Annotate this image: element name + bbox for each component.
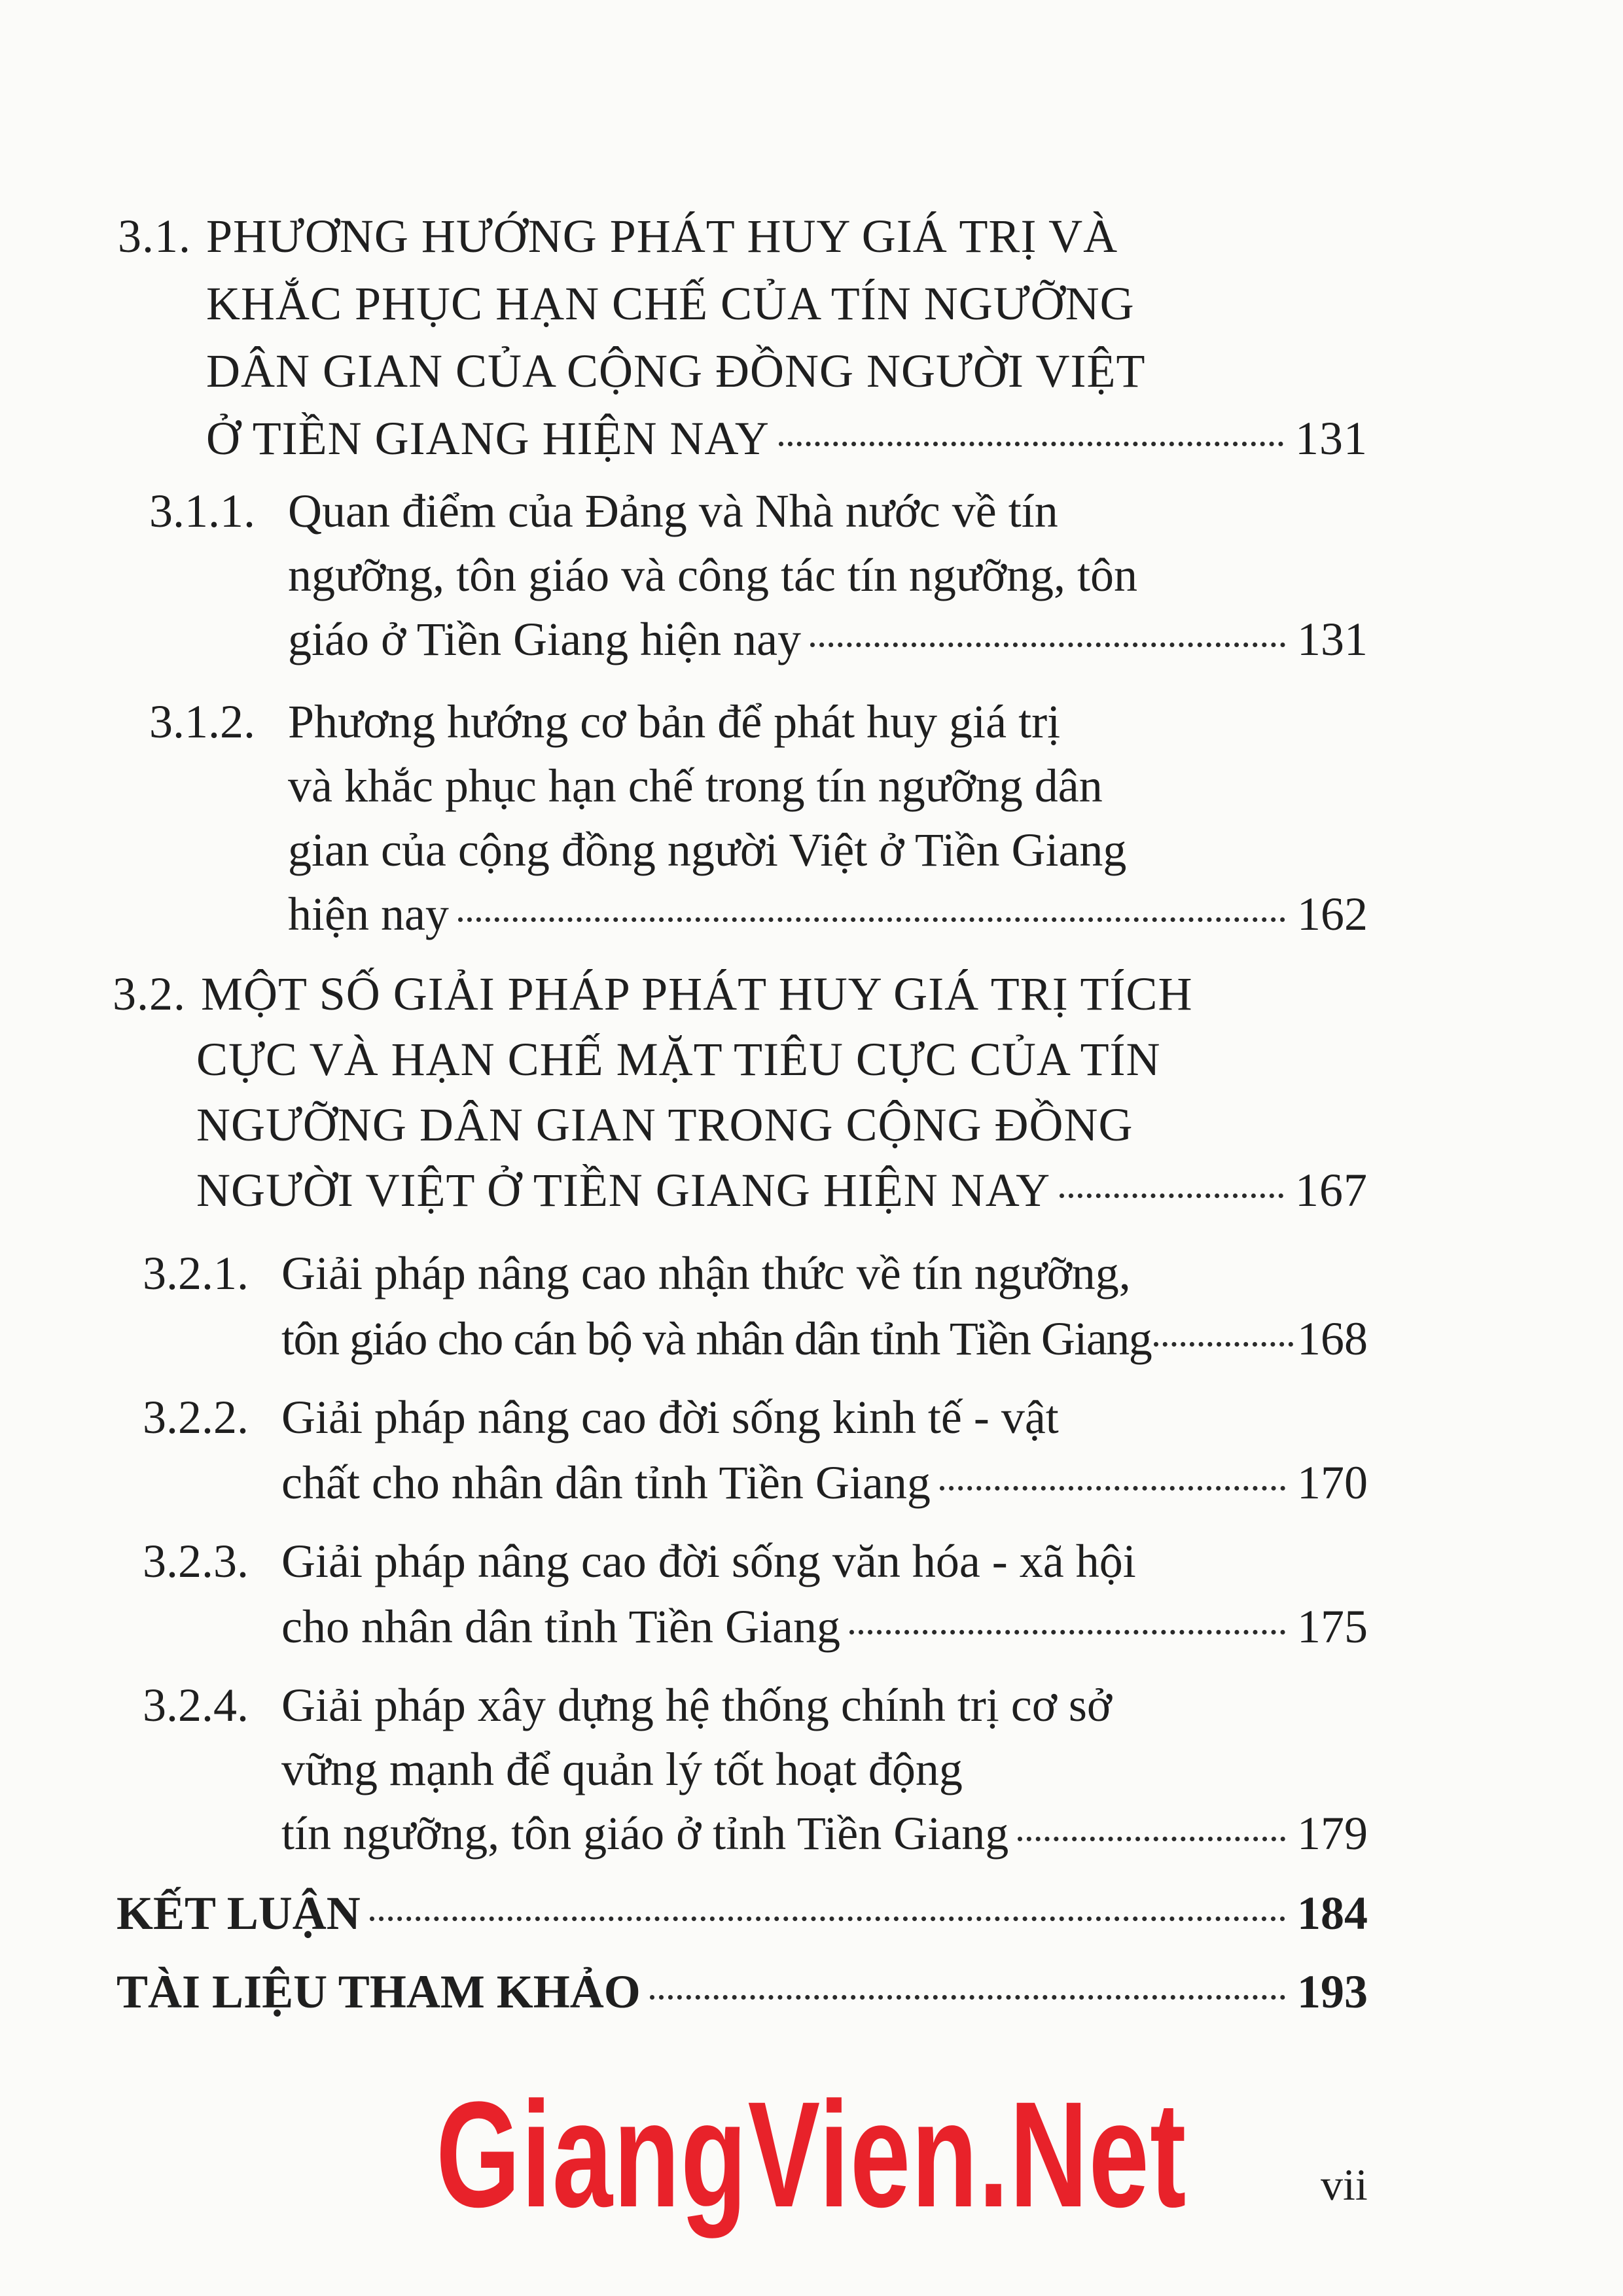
toc-entry-number: 3.2.	[113, 968, 186, 1020]
toc-entry-title-line: KHẮC PHỤC HẠN CHẾ CỦA TÍN NGƯỠNG	[206, 277, 1135, 330]
toc-page-number: 175	[1297, 1600, 1368, 1653]
toc-entry-title-line: ngưỡng, tôn giáo và công tác tín ngưỡng, tôn	[288, 549, 1138, 601]
toc-page-number: 184	[1297, 1887, 1368, 1939]
dot-leader	[370, 1916, 1285, 1921]
toc-entry-title-line: vững mạnh để quản lý tốt hoạt động	[281, 1743, 963, 1795]
toc-entry-number: 3.1.2.	[149, 696, 255, 748]
toc-entry-title-line: Giải pháp nâng cao nhận thức về tín ngưỡng,	[281, 1247, 1131, 1299]
toc-page-number: 131	[1295, 412, 1368, 465]
toc-entry-title-line: MỘT SỐ GIẢI PHÁP PHÁT HUY GIÁ TRỊ TÍCH	[201, 968, 1193, 1020]
toc-page-number: 193	[1297, 1966, 1368, 2018]
toc-entry-title-line: Giải pháp nâng cao đời sống văn hóa - xã hội	[281, 1535, 1136, 1587]
watermark-logo-text: GiangVien.Net	[436, 2070, 1187, 2238]
toc-entry-title-line: KẾT LUẬN	[116, 1887, 361, 1939]
toc-entry-title-line: tôn giáo cho cán bộ và nhân dân tỉnh Tiền Giang	[281, 1313, 1152, 1365]
toc-entry-title-line: cho nhân dân tỉnh Tiền Giang	[281, 1600, 840, 1653]
dot-leader	[650, 1995, 1285, 2000]
toc-entry-title-line: gian của cộng đồng người Việt ở Tiền Giang	[288, 824, 1127, 876]
toc-entry-title-line: hiện nay	[288, 888, 449, 940]
toc-page-number: 168	[1297, 1313, 1368, 1365]
dot-leader	[458, 917, 1285, 922]
toc-page-number: 170	[1297, 1457, 1368, 1509]
toc-entry-title-line: Ở TIỀN GIANG HIỆN NAY	[206, 412, 770, 465]
toc-page-number: 162	[1297, 888, 1368, 940]
toc-entry-number: 3.1.	[118, 210, 191, 262]
toc-page-number: 179	[1297, 1807, 1368, 1860]
toc-entry-number: 3.2.3.	[143, 1535, 249, 1587]
toc-entry-title-line: chất cho nhân dân tỉnh Tiền Giang	[281, 1457, 931, 1509]
toc-entry-number: 3.1.1.	[149, 485, 255, 537]
toc-entry-title-line: NGƯỜI VIỆT Ở TIỀN GIANG HIỆN NAY	[196, 1164, 1051, 1216]
toc-entry-title-line: Quan điểm của Đảng và Nhà nước về tín	[288, 485, 1058, 537]
toc-entry-title-line: DÂN GIAN CỦA CỘNG ĐỒNG NGƯỜI VIỆT	[206, 345, 1146, 397]
dot-leader	[1018, 1837, 1285, 1841]
dot-leader	[1154, 1342, 1293, 1347]
toc-entry-number: 3.2.4.	[143, 1679, 249, 1731]
dot-leader	[1060, 1193, 1283, 1198]
toc-entry-title-line: Giải pháp xây dựng hệ thống chính trị cơ sở	[281, 1679, 1112, 1731]
toc-entry-title-line: CỰC VÀ HẠN CHẾ MẶT TIÊU CỰC CỦA TÍN	[196, 1033, 1161, 1086]
toc-entry-title-line: NGƯỠNG DÂN GIAN TRONG CỘNG ĐỒNG	[196, 1099, 1133, 1151]
toc-entry-title-line: Phương hướng cơ bản để phát huy giá trị	[288, 696, 1061, 748]
dot-leader	[779, 442, 1283, 446]
dot-leader	[940, 1486, 1285, 1491]
toc-page-number: 167	[1295, 1164, 1368, 1216]
toc-entry-title-line: giáo ở Tiền Giang hiện nay	[288, 613, 802, 665]
page-folio: vii	[1321, 2160, 1368, 2210]
toc-entry-title-line: Giải pháp nâng cao đời sống kinh tế - vật	[281, 1391, 1059, 1443]
toc-entry-title-line: TÀI LIỆU THAM KHẢO	[116, 1966, 641, 2018]
toc-entry-number: 3.2.1.	[143, 1247, 249, 1299]
toc-page-number: 131	[1297, 613, 1368, 665]
toc-entry-title-line: và khắc phục hạn chế trong tín ngưỡng dân	[288, 760, 1103, 812]
toc-entry-number: 3.2.2.	[143, 1391, 249, 1443]
dot-leader	[810, 643, 1285, 647]
toc-entry-title-line: tín ngưỡng, tôn giáo ở tỉnh Tiền Giang	[281, 1807, 1009, 1860]
toc-entry-title-line: PHƯƠNG HƯỚNG PHÁT HUY GIÁ TRỊ VÀ	[206, 210, 1118, 262]
dot-leader	[849, 1630, 1285, 1634]
